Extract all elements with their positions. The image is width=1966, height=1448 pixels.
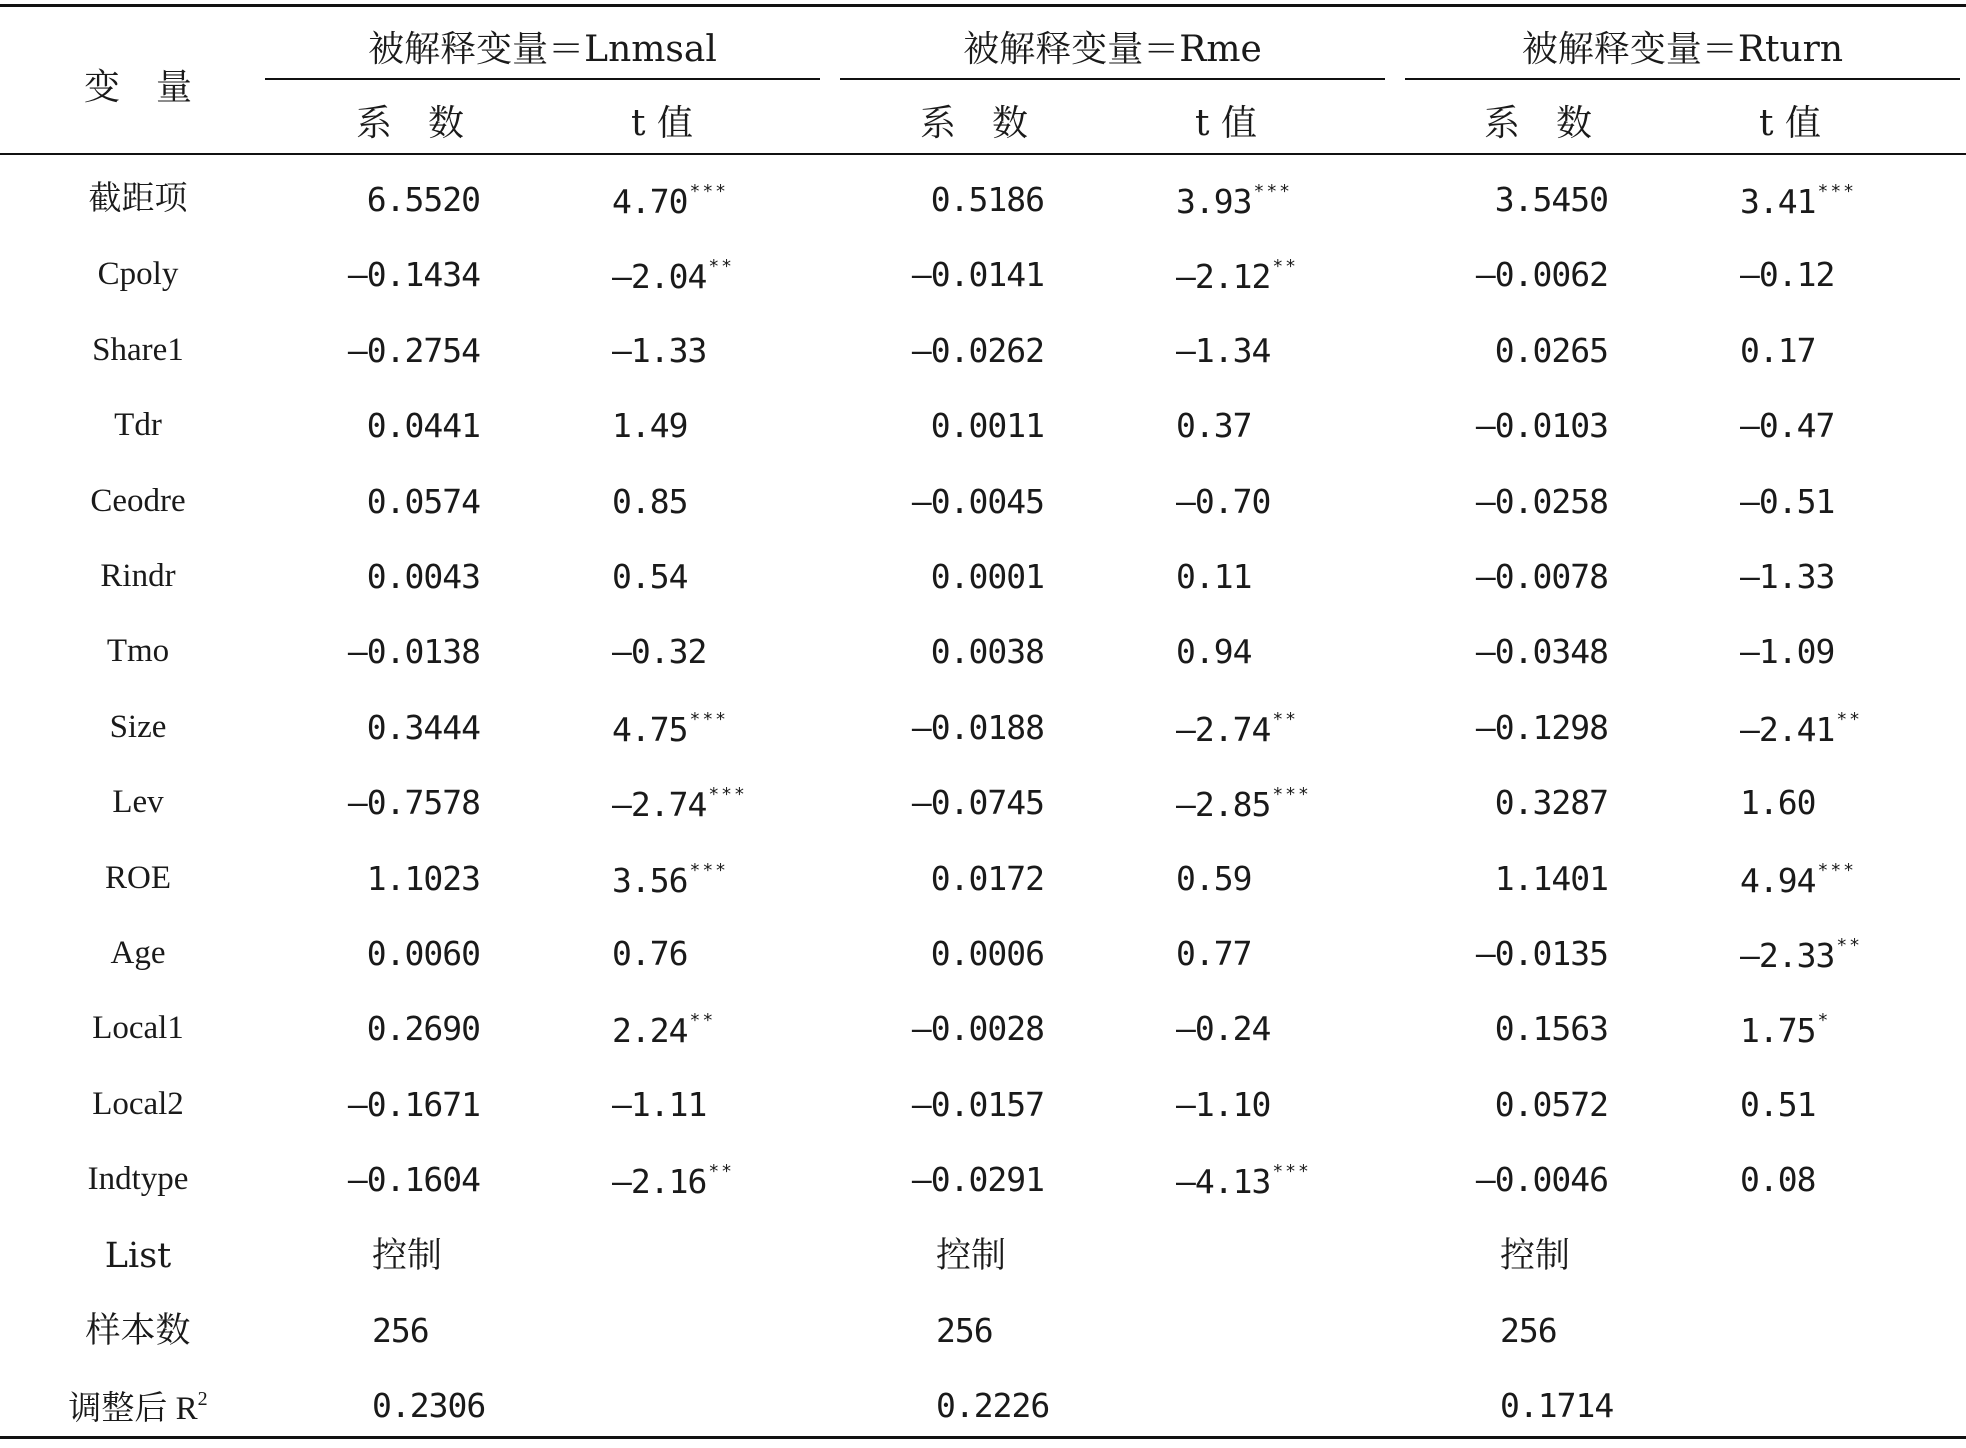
coefficient-value: —0.0262: [911, 330, 1044, 370]
t-stat: 3.56: [612, 860, 688, 900]
t-stat: 0.54: [612, 557, 688, 596]
coefficient-value: 1.1401: [1494, 858, 1608, 898]
variable-name: Local1: [92, 1010, 184, 1047]
footer-value: 256: [936, 1311, 993, 1350]
t-value: [1176, 256, 1299, 297]
footer-label: 样本数: [85, 1311, 191, 1351]
significance-stars: ***: [1272, 784, 1311, 806]
coefficient-value: —0.1671: [347, 1084, 480, 1124]
coefficient-value: —0.0138: [347, 632, 480, 672]
significance-stars: ***: [1253, 181, 1292, 202]
t-value: [1740, 783, 1816, 823]
coefficient-value: 0.0043: [366, 557, 480, 596]
significance-stars: **: [1272, 256, 1299, 278]
footer-value: 0.2226: [936, 1386, 1050, 1426]
t-value: [612, 181, 728, 221]
significance-stars: ***: [689, 181, 728, 202]
coefficient-value: 0.5186: [930, 180, 1044, 219]
t-value: [1176, 1161, 1311, 1202]
coefficient-value: —0.1604: [347, 1160, 480, 1200]
coefficient-value: 0.0001: [930, 557, 1044, 596]
significance-stars: ***: [1272, 1161, 1311, 1183]
coefficient-value: —0.0028: [911, 1009, 1044, 1049]
coefficient-value: —0.0045: [911, 481, 1044, 521]
variable-name: Cpoly: [97, 256, 179, 293]
t-stat: 0.11: [1176, 557, 1252, 596]
t-stat: 1.60: [1740, 783, 1816, 823]
variable-name: Age: [110, 935, 166, 971]
t-stat: —1.33: [612, 330, 707, 370]
coefficient-value: 0.0441: [366, 406, 480, 446]
variable-name: Share1: [92, 331, 184, 368]
t-value: [1176, 481, 1271, 521]
t-value: [612, 708, 728, 749]
t-stat: 0.17: [1740, 330, 1816, 370]
t-stat: —1.33: [1740, 557, 1835, 596]
t-stat: 0.37: [1176, 406, 1252, 446]
t-value: [1176, 708, 1299, 749]
significance-stars: *: [1817, 1010, 1831, 1032]
coefficient-value: 0.0011: [930, 406, 1044, 446]
r-squared-superscript: 2: [197, 1388, 208, 1411]
t-value-header: t 值: [1759, 103, 1821, 144]
t-stat: —1.34: [1176, 330, 1271, 370]
t-value: [1740, 1084, 1816, 1124]
t-stat: 1.75: [1740, 1011, 1816, 1051]
t-value: [1740, 330, 1816, 370]
t-stat: —0.70: [1176, 481, 1271, 521]
dependent-variable-title: 被解释变量＝Rme: [963, 29, 1262, 70]
significance-stars: ***: [1817, 859, 1856, 881]
t-stat: 1.49: [612, 406, 688, 446]
significance-stars: **: [1272, 708, 1299, 730]
coefficient-value: 0.0006: [930, 934, 1044, 973]
t-stat: 0.94: [1176, 632, 1252, 672]
coefficient-value: —0.0745: [911, 783, 1044, 823]
footer-value: 0.2306: [372, 1386, 486, 1426]
t-stat: —2.85: [1176, 785, 1271, 825]
t-stat: 4.94: [1740, 860, 1816, 900]
t-value: [1740, 1160, 1816, 1200]
significance-stars: ***: [689, 708, 728, 730]
coefficient-value: —0.0062: [1475, 255, 1608, 295]
coefficient-value: 1.1023: [366, 858, 480, 898]
footer-label: List: [104, 1235, 172, 1276]
t-value: [1740, 181, 1856, 221]
footer-value: 控制: [372, 1235, 443, 1276]
coefficient-header: 系 数: [355, 103, 464, 144]
variable-name: 截距项: [88, 181, 188, 217]
t-stat: —1.10: [1176, 1084, 1271, 1124]
t-value: [1176, 934, 1252, 973]
t-stat: 0.85: [612, 481, 688, 521]
t-stat: 0.51: [1740, 1084, 1816, 1124]
coefficient-value: —0.7578: [347, 783, 480, 823]
footer-value: 0.1714: [1500, 1386, 1614, 1426]
coefficient-value: 0.0574: [366, 481, 480, 521]
coefficient-value: —0.1298: [1475, 707, 1608, 747]
t-stat: —2.04: [612, 257, 707, 297]
table-header-rule: [0, 153, 1966, 155]
dependent-variable-title: 被解释变量＝Lnmsal: [368, 29, 717, 70]
t-stat: —2.74: [612, 785, 707, 825]
coefficient-header: 系 数: [1483, 103, 1592, 144]
coefficient-value: 0.2690: [366, 1009, 480, 1049]
coefficient-value: 0.0572: [1494, 1084, 1608, 1124]
coefficient-value: —0.0135: [1475, 934, 1608, 973]
t-value: [1176, 557, 1252, 596]
t-stat: 0.76: [612, 934, 688, 973]
t-value: [612, 406, 688, 446]
t-value: [1740, 255, 1835, 295]
significance-stars: ***: [1817, 181, 1856, 202]
t-stat: —2.41: [1740, 709, 1835, 749]
coefficient-value: —0.1434: [347, 255, 480, 295]
coefficient-value: 0.1563: [1494, 1009, 1608, 1049]
t-stat: —1.09: [1740, 632, 1835, 672]
t-value: [1740, 406, 1835, 446]
t-stat: 0.08: [1740, 1160, 1816, 1200]
t-value-header: t 值: [631, 103, 693, 144]
t-stat: —0.51: [1740, 481, 1835, 521]
coefficient-value: 0.0060: [366, 934, 480, 973]
t-stat: —0.32: [612, 632, 707, 672]
coefficient-value: —0.0348: [1475, 632, 1608, 672]
t-value: [612, 859, 728, 900]
t-stat: —2.33: [1740, 936, 1835, 975]
coefficient-value: —0.0258: [1475, 481, 1608, 521]
t-stat: 0.59: [1176, 858, 1252, 898]
t-value: [1740, 481, 1835, 521]
t-value: [1740, 708, 1863, 749]
table-bottom-rule: [0, 1436, 1966, 1439]
t-stat: 3.93: [1176, 182, 1252, 221]
t-value: [612, 256, 735, 297]
footer-value: 控制: [936, 1235, 1007, 1276]
coefficient-value: 6.5520: [366, 180, 480, 219]
t-value: [612, 1084, 707, 1124]
table-top-rule: [0, 4, 1966, 7]
variable-name: Ceodre: [90, 482, 186, 519]
footer-value: 控制: [1500, 1235, 1571, 1276]
t-stat: 4.75: [612, 709, 688, 749]
variable-header: 变 量: [83, 67, 192, 108]
variable-name: Tmo: [106, 633, 170, 670]
t-stat: 3.41: [1740, 182, 1816, 221]
significance-stars: **: [1836, 708, 1863, 730]
group-rule-3: [1405, 78, 1960, 80]
variable-name: Rindr: [100, 558, 176, 594]
coefficient-value: 0.3287: [1494, 783, 1608, 823]
coefficient-value: —0.0046: [1475, 1160, 1608, 1200]
t-value: [1176, 181, 1292, 221]
t-value: [1176, 784, 1311, 825]
coefficient-value: 0.3444: [366, 707, 480, 747]
coefficient-value: —0.0291: [911, 1160, 1044, 1200]
group-rule-2: [840, 78, 1385, 80]
coefficient-value: 0.0038: [930, 632, 1044, 672]
t-stat: —0.12: [1740, 255, 1835, 295]
t-stat: —4.13: [1176, 1162, 1271, 1202]
dependent-variable-title: 被解释变量＝Rturn: [1521, 29, 1844, 70]
t-stat: —0.47: [1740, 406, 1835, 446]
group-rule-1: [265, 78, 820, 80]
coefficient-header: 系 数: [919, 103, 1028, 144]
coefficient-value: —0.0103: [1475, 406, 1608, 446]
t-value: [1740, 557, 1835, 596]
t-value: [1176, 632, 1252, 672]
t-value: [1176, 858, 1252, 898]
coefficient-value: —0.2754: [347, 330, 480, 370]
t-value: [612, 330, 707, 370]
coefficient-value: —0.0141: [911, 255, 1044, 295]
t-value: [1740, 632, 1835, 672]
coefficient-value: —0.0078: [1475, 557, 1608, 596]
t-stat: —2.16: [612, 1162, 707, 1202]
t-stat: —1.11: [612, 1084, 707, 1124]
t-value: [612, 934, 688, 973]
t-value: [612, 632, 707, 672]
t-value: [1176, 1084, 1271, 1124]
significance-stars: **: [708, 256, 735, 278]
significance-stars: ***: [708, 784, 747, 806]
variable-name: Indtype: [87, 1161, 189, 1198]
variable-name: Tdr: [114, 407, 162, 444]
footer-value: 256: [372, 1311, 429, 1350]
significance-stars: **: [708, 1161, 735, 1183]
t-stat: —2.74: [1176, 709, 1271, 749]
variable-name: Size: [109, 708, 167, 745]
t-stat: —2.12: [1176, 257, 1271, 297]
variable-name: ROE: [105, 859, 171, 896]
significance-stars: **: [1836, 935, 1863, 956]
t-value: [1176, 330, 1271, 370]
t-stat: 4.70: [612, 182, 688, 221]
coefficient-value: —0.0188: [911, 707, 1044, 747]
t-value: [612, 784, 747, 825]
t-value: [612, 557, 688, 596]
t-value-header: t 值: [1195, 103, 1257, 144]
significance-stars: ***: [689, 859, 728, 881]
coefficient-value: —0.0157: [911, 1084, 1044, 1124]
t-value: [1176, 1009, 1271, 1049]
t-stat: 2.24: [612, 1011, 688, 1051]
coefficient-value: 3.5450: [1494, 180, 1608, 219]
footer-label: 调整后 $R^2$: [68, 1388, 208, 1428]
t-value: [612, 481, 688, 521]
t-stat: —0.24: [1176, 1009, 1271, 1049]
significance-stars: **: [689, 1010, 716, 1032]
t-value: [1740, 935, 1863, 975]
footer-value: 256: [1500, 1311, 1557, 1350]
coefficient-value: 0.0265: [1494, 330, 1608, 370]
t-value: [1176, 406, 1252, 446]
t-value: [612, 1161, 735, 1202]
t-value: [612, 1010, 716, 1051]
variable-name: Lev: [112, 784, 164, 821]
coefficient-value: 0.0172: [930, 858, 1044, 898]
variable-name: Local2: [92, 1085, 184, 1122]
t-value: [1740, 859, 1856, 900]
t-stat: 0.77: [1176, 934, 1252, 973]
t-value: [1740, 1010, 1831, 1051]
